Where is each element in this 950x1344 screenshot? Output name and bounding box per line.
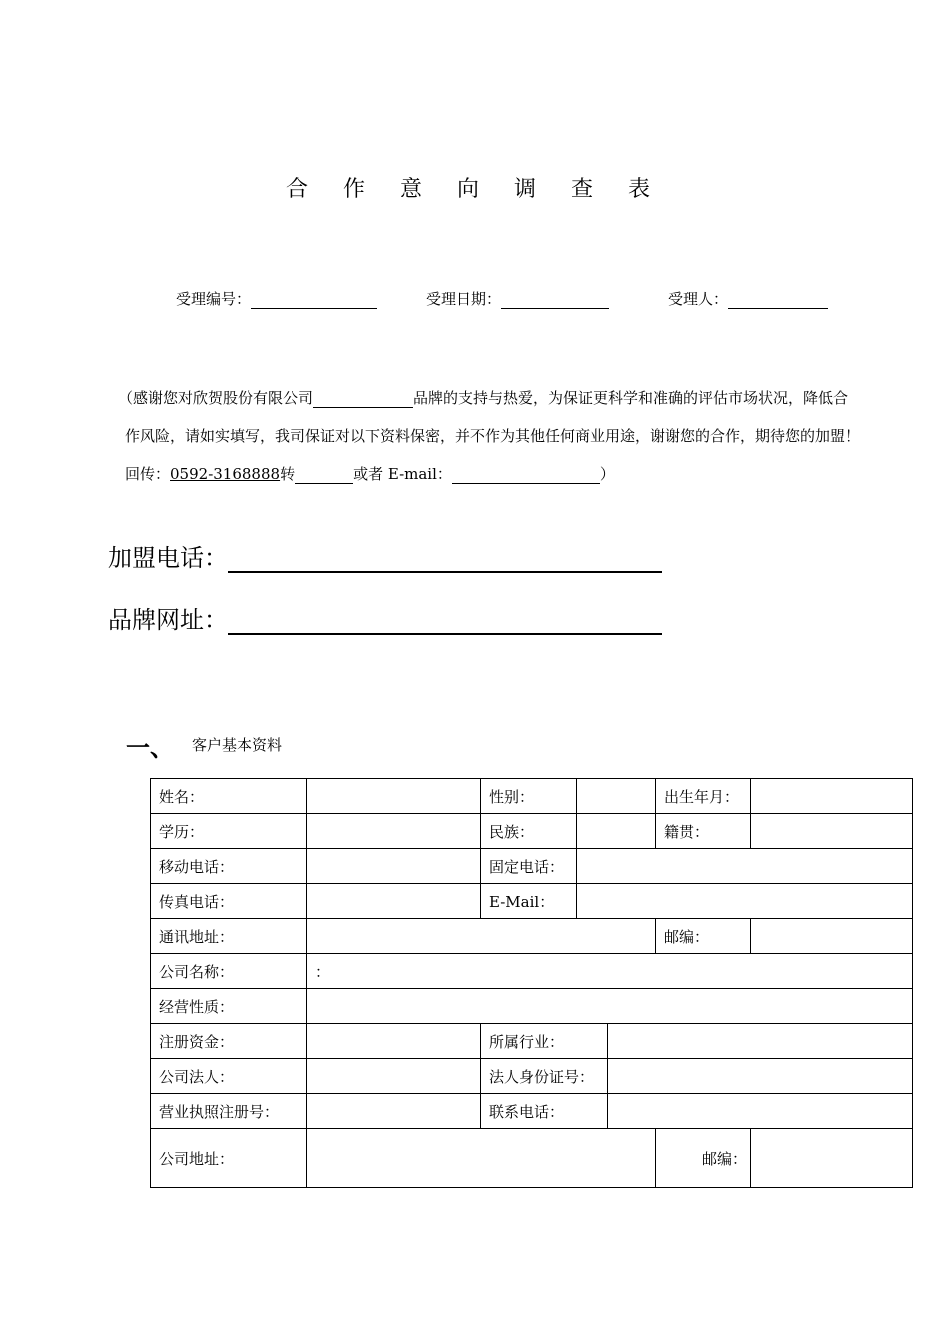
acceptance-no-label: 受理编号： [176,290,252,308]
name-label: 姓名： [151,779,307,814]
email-blank[interactable] [452,467,600,484]
extension-blank[interactable] [295,467,353,484]
fax-field-label: 传真电话： [151,884,307,919]
customer-info-table [150,778,913,1188]
extension-label: 转 [280,465,296,483]
business-nature-label: 经营性质： [151,989,307,1024]
birth-field[interactable] [751,779,913,814]
franchise-phone-label: 加盟电话： [108,544,228,572]
brand-website-label: 品牌网址： [108,606,228,634]
brand-website [108,600,662,635]
ethnicity-field[interactable] [577,814,656,849]
intro-line-1 [118,388,848,408]
address-label: 通讯地址： [151,919,307,954]
company-address-field[interactable] [307,1129,656,1188]
email-field-label: E-Mail： [481,884,577,919]
ethnicity-label: 民族： [481,814,577,849]
acceptance-date [426,288,609,309]
company-name-label: 公司名称： [151,954,307,989]
legal-id-label: 法人身份证号： [481,1059,608,1094]
fax-label: 回传： [125,465,171,483]
legal-person-label: 公司法人： [151,1059,307,1094]
table-row [151,919,913,954]
birth-label: 出生年月： [656,779,751,814]
education-label: 学历： [151,814,307,849]
email-label: 或者 E-mail： [353,465,452,483]
license-no-label: 营业执照注册号： [151,1094,307,1129]
email-field[interactable] [577,884,913,919]
table-row [151,1059,913,1094]
company-name-field[interactable]: ： [307,954,913,989]
table-row [151,954,913,989]
mobile-field[interactable] [307,849,481,884]
table-row [151,814,913,849]
gender-label: 性别： [481,779,577,814]
contact-phone-label: 联系电话： [481,1094,608,1129]
legal-id-field[interactable] [608,1059,913,1094]
table-row [151,849,913,884]
postcode-label: 邮编： [656,919,751,954]
page-title: 合 作 意 向 调 查 表 [286,177,664,202]
franchise-phone [108,538,662,573]
native-place-field[interactable] [751,814,913,849]
acceptance-no [176,288,377,309]
fax-field[interactable] [307,884,481,919]
section-title: 客户基本资料 [192,736,283,754]
brand-website-field[interactable] [228,613,662,635]
acceptance-no-field[interactable] [251,292,377,309]
franchise-phone-field[interactable] [228,551,662,573]
handler-field[interactable] [728,292,828,309]
native-place-label: 籍贯： [656,814,751,849]
capital-field[interactable] [307,1024,481,1059]
name-field[interactable] [307,779,481,814]
intro-line-2: 作风险，请如实填写，我司保证对以下资料保密，并不作为其他任何商业用途，谢谢您的合作，期待您的加盟！ [125,427,861,445]
section-number: 一、 [126,733,174,762]
postcode2-label: 邮编： [656,1129,751,1188]
mobile-label: 移动电话： [151,849,307,884]
postcode2-field[interactable] [751,1129,913,1188]
address-field[interactable] [307,919,656,954]
table-row [151,1094,913,1129]
intro-text-1a: （感谢您对欣贺股份有限公司 [118,389,314,407]
education-field[interactable] [307,814,481,849]
industry-field[interactable] [608,1024,913,1059]
landline-label: 固定电话： [481,849,577,884]
intro-close: ） [599,465,615,483]
landline-field[interactable] [577,849,913,884]
intro-text-1b: 品牌的支持与热爱，为保证更科学和准确的评估市场状况，降低合 [413,389,849,407]
company-address-label: 公司地址： [151,1129,307,1188]
table-row [151,884,913,919]
contact-phone-field[interactable] [608,1094,913,1129]
gender-field[interactable] [577,779,656,814]
legal-person-field[interactable] [307,1059,481,1094]
table-row [151,779,913,814]
acceptance-date-label: 受理日期： [426,290,502,308]
fax-number: 0592-3168888 [170,465,281,483]
brand-blank[interactable] [313,391,413,408]
handler [668,288,828,309]
acceptance-date-field[interactable] [501,292,609,309]
industry-label: 所属行业： [481,1024,608,1059]
postcode-field[interactable] [751,919,913,954]
table-row [151,1024,913,1059]
intro-line-3 [125,464,615,484]
table-row [151,989,913,1024]
license-no-field[interactable] [307,1094,481,1129]
handler-label: 受理人： [668,290,729,308]
capital-label: 注册资金： [151,1024,307,1059]
table-row [151,1129,913,1188]
business-nature-field[interactable] [307,989,913,1024]
